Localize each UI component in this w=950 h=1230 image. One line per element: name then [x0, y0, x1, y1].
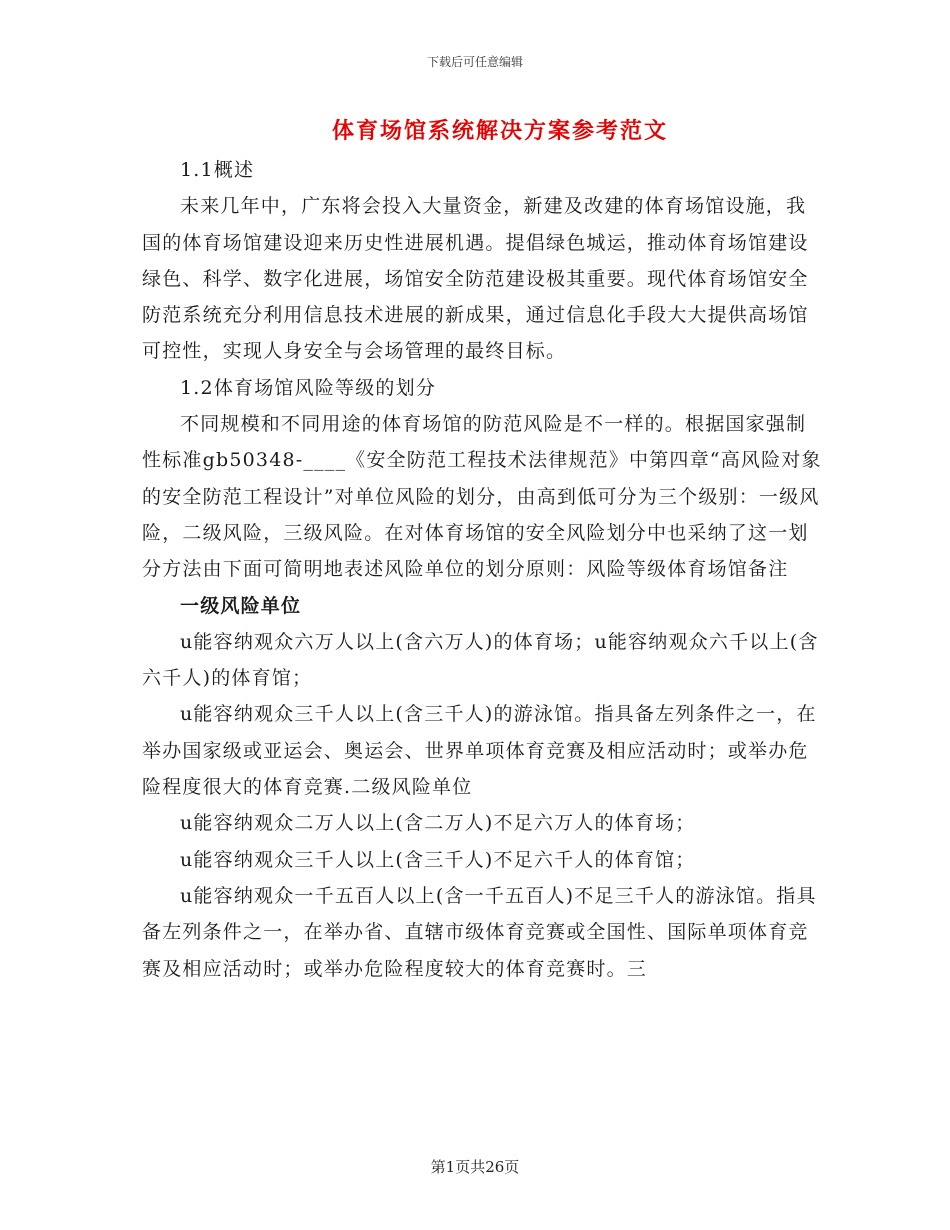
paragraph-overview: 未来几年中，广东将会投入大量资金，新建及改建的体育场馆设施，我国的体育场馆建设迎来历史性进展机遇。提倡绿色城运，推动体育场馆建设绿色、科学、数字化进展，场馆安全防范建设极其重要。现代体育场馆安全防范系统充分利用信息技术进展的新成果，通过信息化手段大大提供高场馆可控性，实现人身安全与会场管理的最终目标。 [142, 195, 809, 363]
paragraph-level-two-c: u能容纳观众一千五百人以上(含一千五百人)不足三千人的游泳馆。指具备左列条件之一，在举办省、直辖市级体育竞赛或全国性、国际单项体育竞赛及相应活动时；或举办危险程度较大的体育竞赛时。三 [142, 884, 817, 980]
section-heading-overview: 1.1概述 [180, 159, 255, 181]
paragraph-level-two-b: u能容纳观众三千人以上(含三千人)不足六千人的体育馆； [180, 848, 696, 871]
document-body [142, 152, 822, 987]
page-number: 第1页共26页 [430, 1158, 520, 1176]
paragraph-level-one-b: u能容纳观众三千人以上(含三千人)的游泳馆。指具备左列条件之一，在举办国家级或亚运会、奥运会、世界单项体育竞赛及相应活动时；或举办危险程度很大的体育竞赛.二级风险单位 [142, 703, 817, 799]
paragraph-level-two-a: u能容纳观众二万人以上(含二万人)不足六万人的体育场； [180, 812, 696, 835]
page-header-note: 下载后可任意编辑 [426, 55, 523, 69]
section-heading-risk-levels: 1.2体育场馆风险等级的划分 [180, 376, 437, 399]
subheading-level-one: 一级风险单位 [180, 594, 302, 617]
document-title: 体育场馆系统解决方案参考范文 [331, 118, 668, 144]
paragraph-risk-levels: 不同规模和不同用途的体育场馆的防范风险是不一样的。根据国家强制性标准gb50348-____《安全防范工程技术法律规范》中第四章“高风险对象的安全防范工程设计”对单位风险的划分，由高到低可分为三个级别：一级风险，二级风险，三级风险。在对体育场馆的安全风险划分中也采纳了这一划分方法由下面可简明地表述风险单位的划分原则：风险等级体育场馆备注 [142, 413, 822, 581]
paragraph-level-one-a: u能容纳观众六万人以上(含六万人)的体育场；u能容纳观众六千以上(含六千人)的体育馆； [142, 630, 819, 690]
